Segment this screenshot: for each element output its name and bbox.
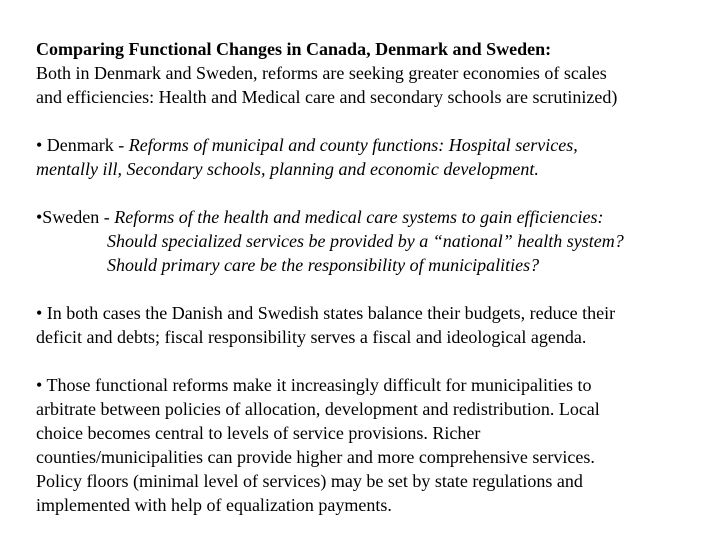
bullet-line: choice becomes central to levels of service provisions. Richer <box>36 423 481 443</box>
bullet-line: counties/municipalities can provide higher and more comprehensive services. <box>36 447 595 467</box>
denmark-italic-text: mentally ill, Secondary schools, planning and economic development. <box>36 159 539 179</box>
bullet-line: arbitrate between policies of allocation, development and redistribution. Local <box>36 399 600 419</box>
bullet-indented-line <box>36 253 696 277</box>
bullet-line: Policy floors (minimal level of services) may be set by state regulations and <box>36 471 583 491</box>
denmark-bullet <box>36 133 696 181</box>
slide-title: Comparing Functional Changes in Canada, Denmark and Sweden: <box>36 39 552 59</box>
bullet-line <box>36 205 696 229</box>
bullet-line: deficit and debts; fiscal responsibility serves a fiscal and ideological agenda. <box>36 327 587 347</box>
spacer <box>36 109 696 133</box>
functional-reforms-bullet <box>36 373 696 517</box>
intro-line: Both in Denmark and Sweden, reforms are seeking greater economies of scales <box>36 63 607 83</box>
sweden-lead: •Sweden - <box>36 207 115 227</box>
sweden-italic-text: Should specialized services be provided by a “national” health system? <box>107 231 624 251</box>
slide-content <box>36 37 696 517</box>
bullet-line: implemented with help of equalization payments. <box>36 495 392 515</box>
denmark-lead: • Denmark - <box>36 135 129 155</box>
spacer <box>36 181 696 205</box>
bullet-line: • In both cases the Danish and Swedish states balance their budgets, reduce their <box>36 303 616 323</box>
sweden-bullet <box>36 205 696 277</box>
intro-line: and efficiencies: Health and Medical care and secondary schools are scrutinized) <box>36 87 618 107</box>
bullet-line <box>36 133 696 157</box>
bullet-line <box>36 157 696 181</box>
denmark-italic-text: Reforms of municipal and county functions: Hospital services, <box>128 135 578 155</box>
sweden-italic-text: Should primary care be the responsibility of municipalities? <box>107 255 540 275</box>
spacer <box>36 277 696 301</box>
spacer <box>36 349 696 373</box>
intro-section <box>36 37 696 109</box>
bullet-indented-line <box>36 229 696 253</box>
sweden-italic-text: Reforms of the health and medical care systems to gain efficiencies: <box>114 207 604 227</box>
both-cases-bullet <box>36 301 696 349</box>
bullet-line: • Those functional reforms make it increasingly difficult for municipalities to <box>36 375 592 395</box>
